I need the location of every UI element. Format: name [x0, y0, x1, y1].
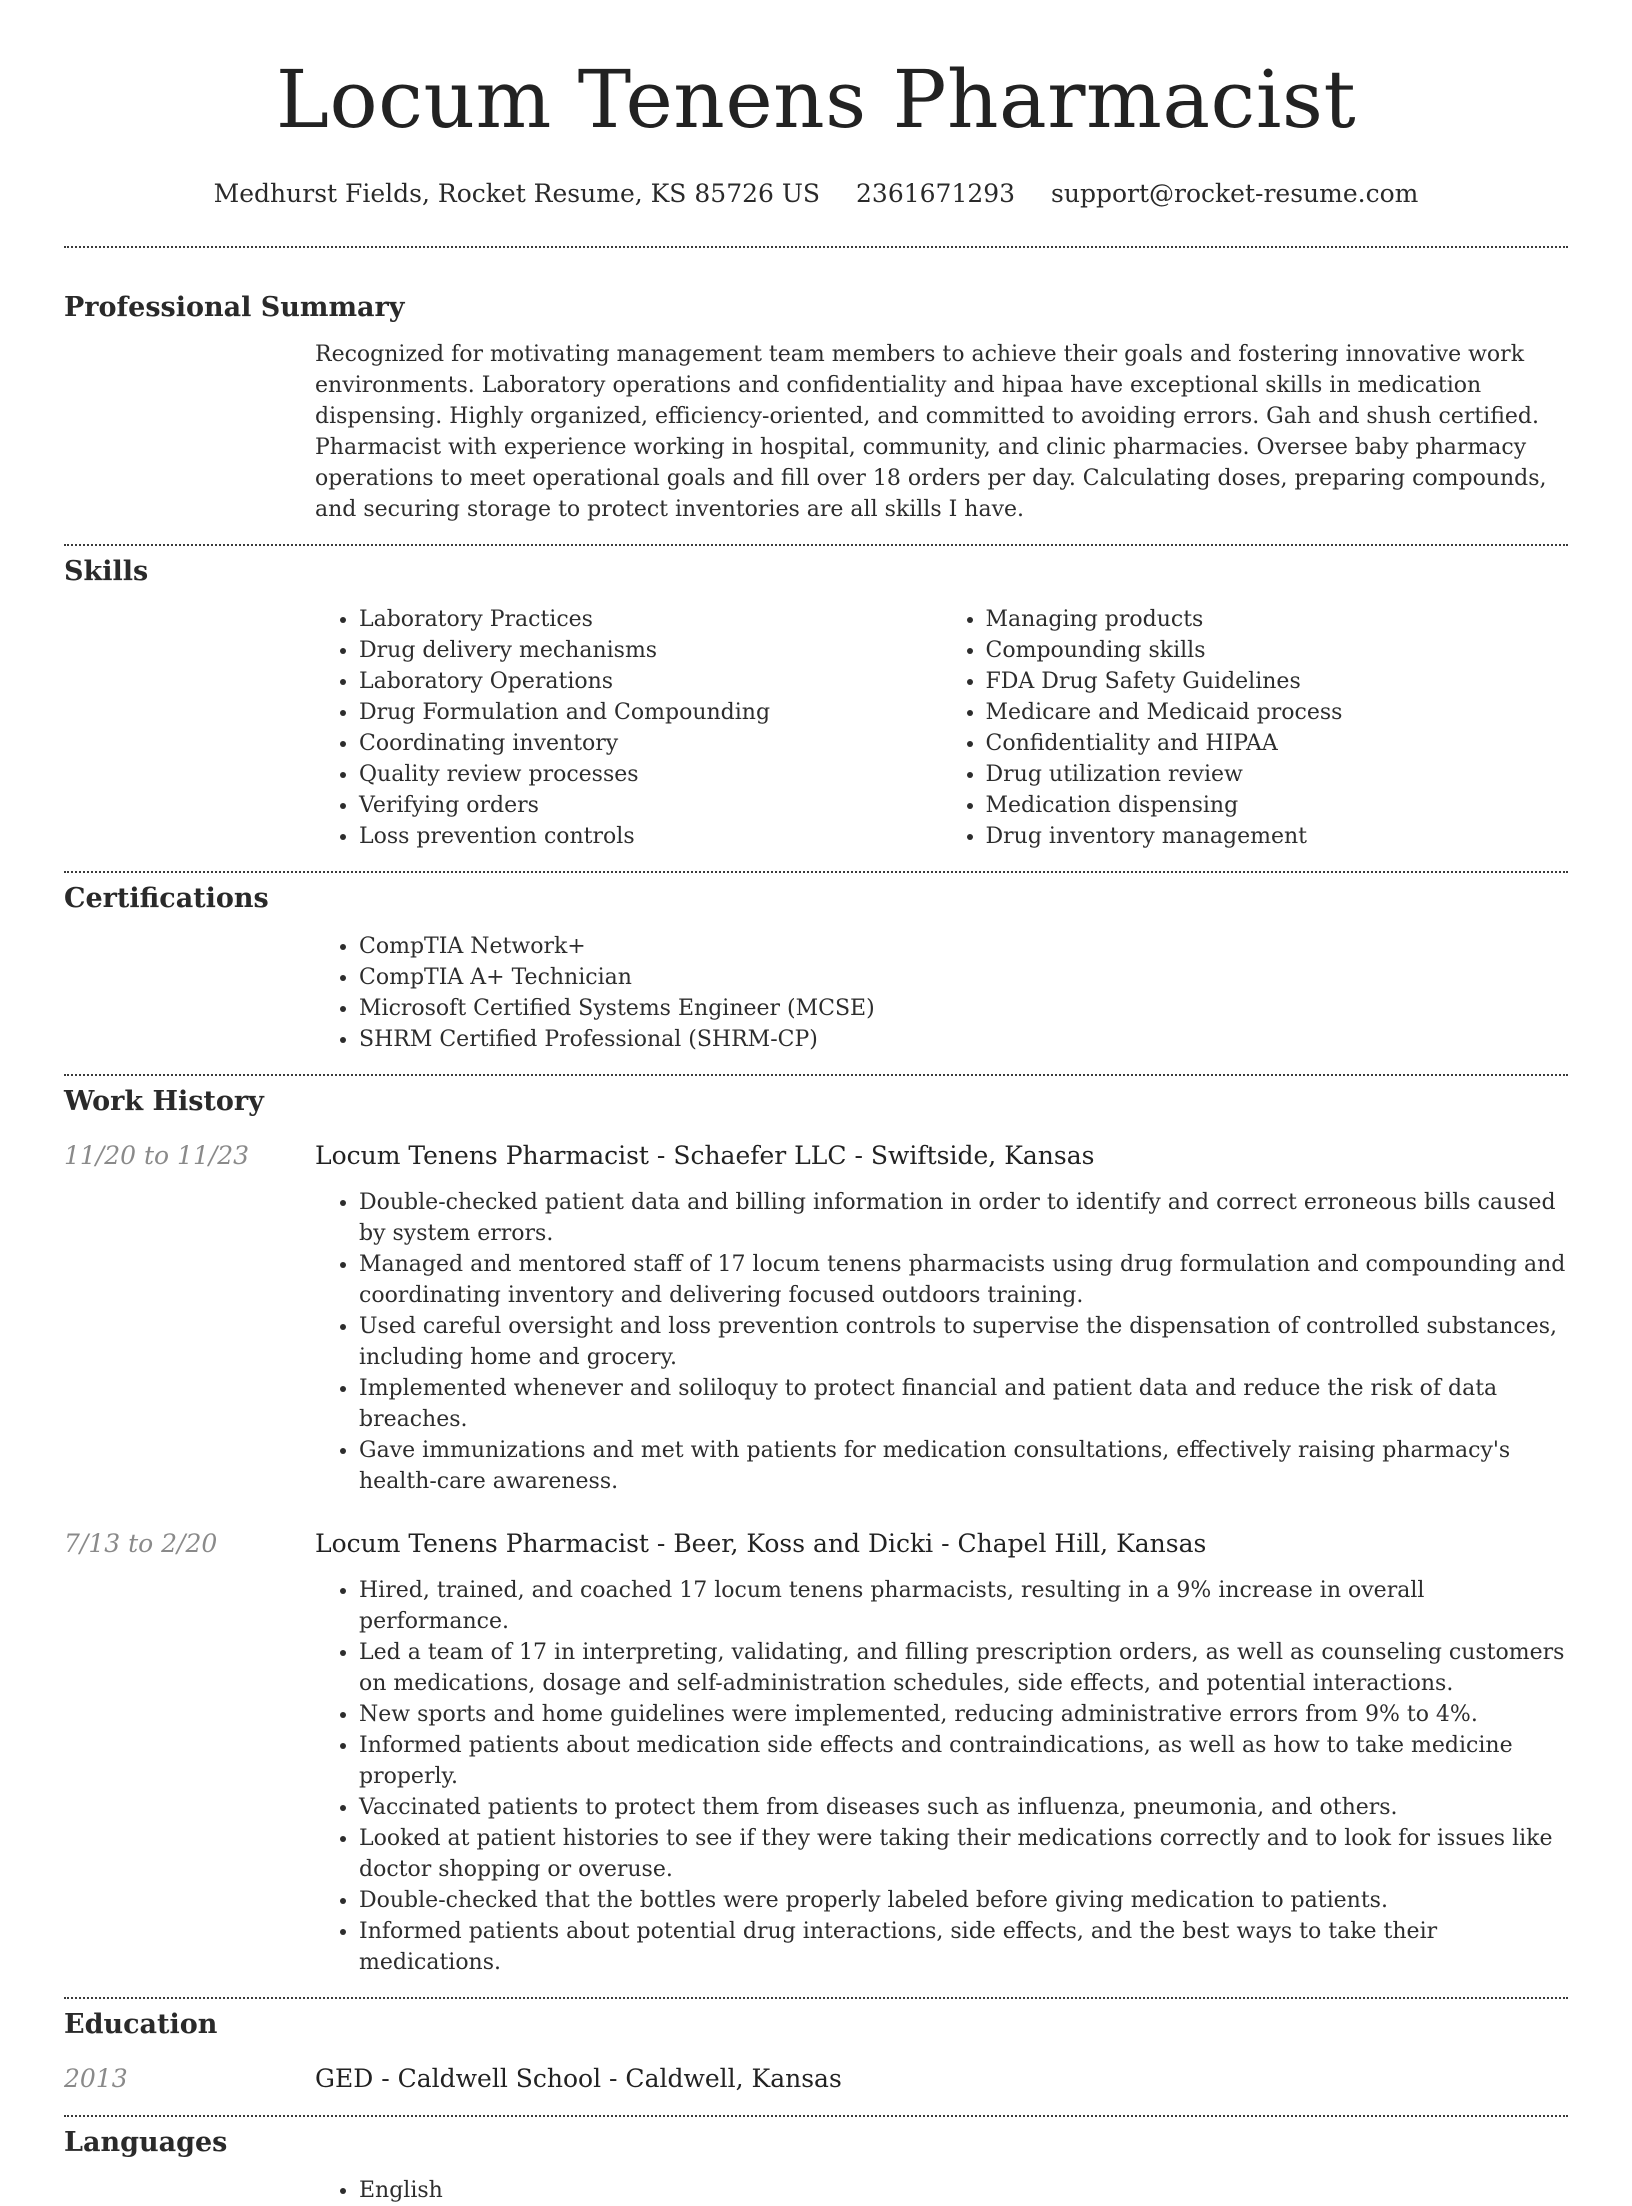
job-entry: [64, 1527, 1568, 1978]
education-entry: [64, 2062, 1568, 2096]
certification-item: • CompTIA Network+: [359, 931, 1568, 962]
job-bullet: • Used careful oversight and loss prevention controls to supervise the dispensation of controlled substances, including home and grocery.: [359, 1311, 1568, 1373]
skill-item: • Quality review processes: [359, 759, 942, 790]
section-title-summary: Professional Summary: [64, 292, 405, 323]
skill-item: • Coordinating inventory: [359, 728, 942, 759]
job-header: [64, 1139, 1568, 1173]
job-entry: [64, 1139, 1568, 1497]
certifications-list: [315, 931, 1568, 1055]
work-history-section: [64, 1085, 1568, 1978]
certifications-section: [64, 882, 1568, 1055]
summary-content: [315, 339, 1568, 525]
job-bullet: • Hired, trained, and coached 17 locum tenens pharmacists, resulting in a 9% increase in overall performance.: [359, 1575, 1568, 1637]
contact-line: [64, 178, 1568, 210]
skill-item: • Laboratory Practices: [359, 604, 942, 635]
divider: [64, 1074, 1568, 1076]
skill-item: • Drug delivery mechanisms: [359, 635, 942, 666]
section-title-certifications: Certifications: [64, 883, 269, 914]
job-bullets: [315, 1187, 1568, 1497]
contact-email: support@rocket-resume.com: [1051, 179, 1419, 208]
languages-list: [315, 2175, 1568, 2206]
job-details: [315, 1575, 1568, 1978]
job-bullets: [315, 1575, 1568, 1978]
divider: [64, 246, 1568, 248]
skills-section: [64, 555, 1568, 852]
divider: [64, 1997, 1568, 1999]
divider: [64, 544, 1568, 546]
skill-item: • Loss prevention controls: [359, 821, 942, 852]
education-year: 2013: [64, 2064, 128, 2093]
job-bullet: • Gave immunizations and met with patients for medication consultations, effectively raising pharmacy's health-care awareness.: [359, 1435, 1568, 1497]
language-item: • English: [359, 2175, 1568, 2206]
languages-content: [315, 2175, 1568, 2206]
job-heading: Locum Tenens Pharmacist - Schaefer LLC - Swiftside, Kansas: [315, 1141, 1095, 1170]
skill-item: • Drug utilization review: [986, 759, 1569, 790]
job-bullet: • Vaccinated patients to protect them from diseases such as influenza, pneumonia, and others.: [359, 1792, 1568, 1823]
job-dates: 11/20 to 11/23: [64, 1141, 250, 1170]
certification-item: • CompTIA A+ Technician: [359, 962, 1568, 993]
summary-section: [64, 291, 1568, 525]
skill-item: • Drug inventory management: [986, 821, 1569, 852]
resume-name: Locum Tenens Pharmacist: [275, 53, 1357, 146]
skills-content: [315, 604, 1568, 852]
job-bullet: • Implemented whenever and soliloquy to protect financial and patient data and reduce the risk of data breaches.: [359, 1373, 1568, 1435]
certification-item: • SHRM Certified Professional (SHRM-CP): [359, 1024, 1568, 1055]
section-title-work-history: Work History: [64, 1086, 264, 1117]
divider: [64, 2115, 1568, 2117]
section-title-skills: Skills: [64, 556, 149, 587]
education-heading: GED - Caldwell School - Caldwell, Kansas: [315, 2064, 842, 2093]
certification-item: • Microsoft Certified Systems Engineer (MCSE): [359, 993, 1568, 1024]
section-title-languages: Languages: [64, 2127, 228, 2158]
divider: [64, 871, 1568, 873]
job-bullet: • New sports and home guidelines were implemented, reducing administrative errors from 9% to 4%.: [359, 1699, 1568, 1730]
skill-item: • Confidentiality and HIPAA: [986, 728, 1569, 759]
job-dates: 7/13 to 2/20: [64, 1529, 218, 1558]
contact-address: Medhurst Fields, Rocket Resume, KS 85726 US: [213, 179, 821, 208]
job-header: [64, 1527, 1568, 1561]
contact-phone: 2361671293: [856, 179, 1016, 208]
job-bullet: • Double-checked that the bottles were properly labeled before giving medication to patients.: [359, 1885, 1568, 1916]
job-details: [315, 1187, 1568, 1497]
job-bullet: • Led a team of 17 in interpreting, validating, and filling prescription orders, as well as counseling customers on medications, dosage and self-administration schedules, side effects, and potential interactions.: [359, 1637, 1568, 1699]
skill-item: • Managing products: [986, 604, 1569, 635]
job-bullet: • Double-checked patient data and billing information in order to identify and correct erroneous bills caused by system errors.: [359, 1187, 1568, 1249]
education-section: [64, 2008, 1568, 2096]
skill-item: • Compounding skills: [986, 635, 1569, 666]
job-bullet: • Looked at patient histories to see if they were taking their medications correctly and to look for issues like doctor shopping or overuse.: [359, 1823, 1568, 1885]
summary-text: Recognized for motivating management team members to achieve their goals and fostering innovative work environments. Laboratory operations and confidentiality and hipaa have exceptional skills in medication dispensing. Highly organized, efficiency-oriented, and committed to avoiding errors. Gah and shush certified. Pharmacist with experience working in hospital, community, and clinic pharmacies. Oversee baby pharmacy operations to meet operational goals and fill over 18 orders per day. Calculating doses, preparing compounds, and securing storage to protect inventories are all skills I have.: [315, 342, 1547, 522]
skill-item: • Drug Formulation and Compounding: [359, 697, 942, 728]
job-bullet: • Managed and mentored staff of 17 locum tenens pharmacists using drug formulation and compounding and coordinating inventory and delivering focused outdoors training.: [359, 1249, 1568, 1311]
resume-page: [64, 0, 1568, 2206]
languages-section: [64, 2126, 1568, 2206]
skill-item: • Medication dispensing: [986, 790, 1569, 821]
skill-item: • Medicare and Medicaid process: [986, 697, 1569, 728]
skills-right-list: [942, 604, 1569, 852]
skills-left-list: [315, 604, 942, 852]
skill-item: • Laboratory Operations: [359, 666, 942, 697]
skill-item: • Verifying orders: [359, 790, 942, 821]
job-bullet: • Informed patients about medication side effects and contraindications, as well as how to take medicine properly.: [359, 1730, 1568, 1792]
job-heading: Locum Tenens Pharmacist - Beer, Koss and Dicki - Chapel Hill, Kansas: [315, 1529, 1207, 1558]
section-title-education: Education: [64, 2009, 218, 2040]
job-bullet: • Informed patients about potential drug interactions, side effects, and the best ways to take their medications.: [359, 1916, 1568, 1978]
certifications-content: [315, 931, 1568, 1055]
skill-item: • FDA Drug Safety Guidelines: [986, 666, 1569, 697]
